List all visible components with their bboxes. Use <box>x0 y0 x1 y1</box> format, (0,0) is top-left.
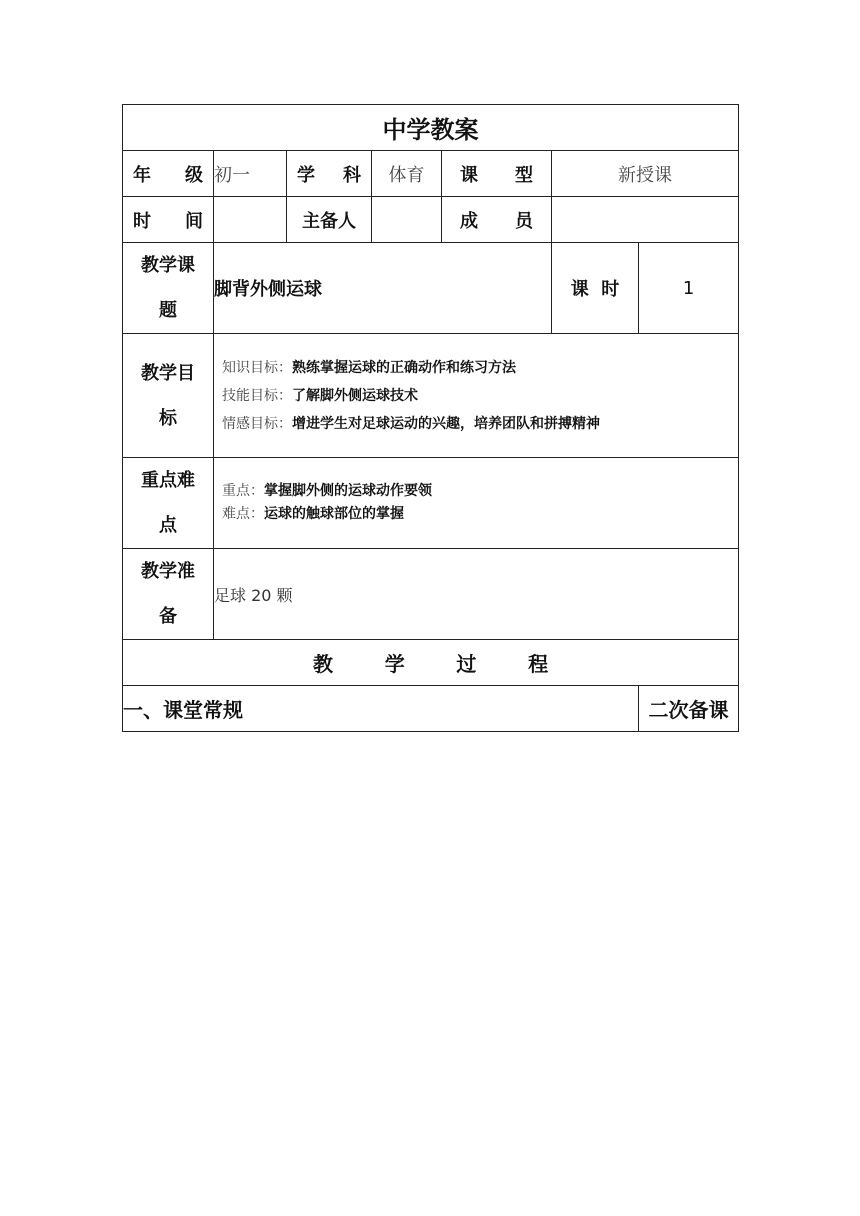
course-type-value: 新授课 <box>552 151 739 197</box>
lesson-plan-table <box>122 104 739 732</box>
preparation-value: 足球 20 颗 <box>214 549 739 640</box>
teaching-process-heading: 教 学 过 程 <box>123 640 739 686</box>
lesson-hours-value: 1 <box>639 243 739 334</box>
course-type-label: 课 型 <box>442 151 552 197</box>
topic-value: 脚背外侧运球 <box>214 243 552 334</box>
keypoint-focus: 重点：掌握脚外侧的运球动作要领 <box>222 483 432 499</box>
objectives-content <box>214 334 739 458</box>
time-label: 时 间 <box>123 197 214 243</box>
section-classroom-routine: 一、课堂常规 <box>123 686 639 732</box>
objective-skill: 技能目标：了解脚外侧运球技术 <box>222 387 418 404</box>
preparer-value <box>372 197 442 243</box>
secondary-preparation-label: 二次备课 <box>639 686 739 732</box>
preparer-label: 主备人 <box>287 197 372 243</box>
keypoints-label: 重点难 点 <box>123 458 214 549</box>
objective-emotion: 情感目标：增进学生对足球运动的兴趣，培养团队和拼搏精神 <box>222 415 600 432</box>
time-value <box>214 197 287 243</box>
keypoints-content <box>214 458 739 549</box>
grade-value: 初一 <box>214 151 287 197</box>
keypoint-difficulty: 难点：运球的触球部位的掌握 <box>222 506 404 522</box>
members-value <box>552 197 739 243</box>
topic-label: 教学课 题 <box>123 243 214 334</box>
preparation-label: 教学准 备 <box>123 549 214 640</box>
objective-knowledge: 知识目标：熟练掌握运球的正确动作和练习方法 <box>222 359 516 376</box>
subject-label: 学 科 <box>287 151 372 197</box>
lesson-hours-label: 课 时 <box>552 243 639 334</box>
grade-label: 年 级 <box>123 151 214 197</box>
objectives-label: 教学目 标 <box>123 334 214 458</box>
page-title: 中学教案 <box>123 105 739 151</box>
members-label: 成 员 <box>442 197 552 243</box>
subject-value: 体育 <box>372 151 442 197</box>
